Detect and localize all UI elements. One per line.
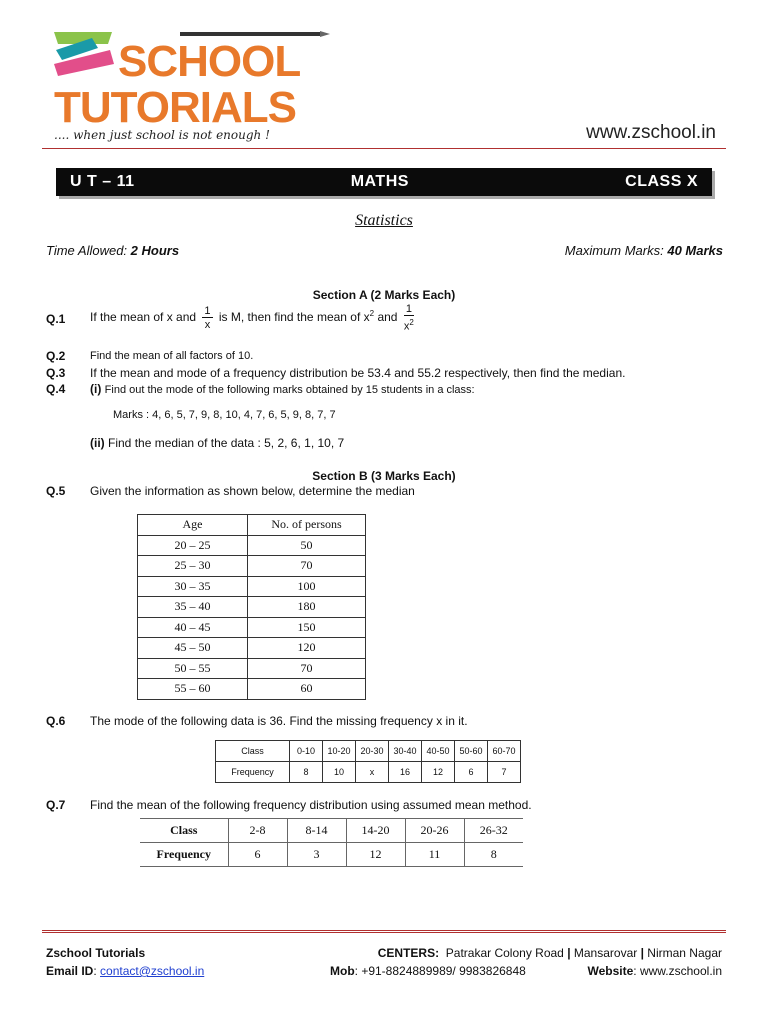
cell-persons: 100 [248,576,366,597]
table-class-frequency-q7 [140,818,523,867]
cell: 16 [389,762,422,783]
q4-part-ii [90,436,344,450]
table-row [216,741,521,762]
cell-age: 50 – 55 [138,658,248,679]
topic-title: Statistics [355,212,413,229]
cell: 8-14 [287,819,346,843]
centers-label: CENTERS: [377,946,440,960]
cell: 40-50 [422,741,455,762]
q1-text [90,303,417,333]
website-url[interactable]: www.zschool.in [586,122,716,143]
cell: 2-8 [228,819,287,843]
table-row [138,535,366,556]
q5-number: Q.5 [46,484,66,498]
table-row [138,556,366,577]
table-row [140,819,523,843]
table-row [138,638,366,659]
marks-label: Maximum Marks: [564,243,664,258]
q1-sup: 2 [369,309,375,318]
q4-i-text: Find out the mode of the following marks obtained by 15 students in a class: [104,384,475,396]
cell: Frequency [216,762,290,783]
q1-pre: If the mean of x and [90,310,197,324]
cell-age: 20 – 25 [138,535,248,556]
cell: Frequency [140,843,228,867]
cell: 10 [323,762,356,783]
cell-persons: 150 [248,617,366,638]
cell: 10-20 [323,741,356,762]
q6-text: The mode of the following data is 36. Find the missing frequency x in it. [90,714,468,728]
brand-logo [52,28,301,148]
q2-number: Q.2 [46,349,66,363]
table-row [216,762,521,783]
q4-number: Q.4 [46,382,66,396]
web-value[interactable]: : www.zschool.in [633,964,722,978]
mob-value: : +91-8824889989/ 9983826848 [354,964,526,978]
subject-name: MATHS [350,173,409,190]
table-age-persons [137,514,366,700]
time-allowed [46,243,179,258]
q1-fraction-1: $\frac{1}{x}$ [204,304,211,331]
cell: Class [140,819,228,843]
cell: 26-32 [464,819,523,843]
table-row [140,843,523,867]
cell-persons: 180 [248,597,366,618]
cell-age: 45 – 50 [138,638,248,659]
table-row [138,658,366,679]
cell-age: 35 – 40 [138,597,248,618]
logo-text-school: SCHOOL [118,37,301,86]
test-header-bar [56,168,712,196]
cell: 8 [290,762,323,783]
q3-text: If the mean and mode of a frequency distribution be 53.4 and 55.2 respectively, then find the median. [90,366,626,380]
q4-i-label: (i) [90,382,102,396]
z-logo-icon [52,30,116,82]
cell: 6 [228,843,287,867]
footer-email: Email ID: contact@zschool.in [46,964,205,978]
cell: 0-10 [290,741,323,762]
footer-website [588,964,723,978]
cell: 7 [488,762,521,783]
maximum-marks [565,243,723,258]
center-1: Patrakar Colony Road [445,946,564,960]
q4-marks-line: Marks : 4, 6, 5, 7, 9, 8, 10, 4, 7, 6, 5, 9, 8, 7, 7 [113,409,336,421]
cell: 60-70 [488,741,521,762]
cell-age: 40 – 45 [138,617,248,638]
q3-number: Q.3 [46,366,66,380]
email-link[interactable]: contact@zschool.in [100,964,205,978]
section-a-heading: Section A (2 Marks Each) [312,288,456,302]
center-2: Mansarovar [573,946,638,960]
cell: 6 [455,762,488,783]
cell: 8 [464,843,523,867]
test-code: U T – 11 [70,173,135,190]
section-b-heading: Section B (3 Marks Each) [312,469,456,483]
q2-text: Find the mean of all factors of 10. [90,350,254,362]
time-label: Time Allowed: [46,243,128,258]
table-row [138,597,366,618]
q4-part-i [90,382,475,396]
q7-text: Find the mean of the following frequency distribution using assumed mean method. [90,798,532,812]
header-persons: No. of persons [248,515,366,536]
footer-org: Zschool Tutorials [46,946,146,960]
cell: 30-40 [389,741,422,762]
q4-ii-text: Find the median of the data : 5, 2, 6, 1, 10, 7 [108,436,345,450]
q7-number: Q.7 [46,798,66,812]
q4-ii-label: (ii) [90,436,105,450]
center-3: Nirman Nagar [647,946,722,960]
cell-persons: 60 [248,679,366,700]
class-name: CLASS X [625,173,698,190]
sep-1: | [567,946,571,960]
logo-tagline: .... when just school is not enough ! [54,128,270,142]
time-value: 2 Hours [130,243,180,258]
cell-persons: 120 [248,638,366,659]
q1-number: Q.1 [46,312,66,326]
cell-age: 25 – 30 [138,556,248,577]
header-age: Age [138,515,248,536]
q1-mid: is M, then find the mean of x [218,310,370,324]
table-row [138,617,366,638]
table-row [138,576,366,597]
cell: 50-60 [455,741,488,762]
cell-persons: 70 [248,556,366,577]
table-header-row [138,515,366,536]
cell: 11 [405,843,464,867]
footer-mobile [330,964,526,978]
header-divider [42,148,726,149]
cell-age: 55 – 60 [138,679,248,700]
table-class-frequency-q6 [215,740,521,783]
cell: 20-26 [405,819,464,843]
web-label: Website [587,964,634,978]
email-label: Email ID [46,964,94,978]
cell-persons: 70 [248,658,366,679]
cell-persons: 50 [248,535,366,556]
sep-2: | [640,946,644,960]
cell: x [356,762,389,783]
q5-text: Given the information as shown below, determine the median [90,484,415,498]
marks-value: 40 Marks [667,243,723,258]
mob-label: Mob [330,964,355,978]
cell: 3 [287,843,346,867]
cell-age: 30 – 35 [138,576,248,597]
table-row [138,679,366,700]
cell: Class [216,741,290,762]
q1-and: and [377,310,398,324]
footer-centers [378,946,722,960]
cell: 14-20 [346,819,405,843]
cell: 20-30 [356,741,389,762]
q6-number: Q.6 [46,714,66,728]
footer-divider [42,930,726,933]
cell: 12 [422,762,455,783]
logo-text-tutorials: TUTORIALS [54,83,296,132]
q1-fraction-2: $\frac{1}{x^2}$ [403,303,414,333]
cell: 12 [346,843,405,867]
